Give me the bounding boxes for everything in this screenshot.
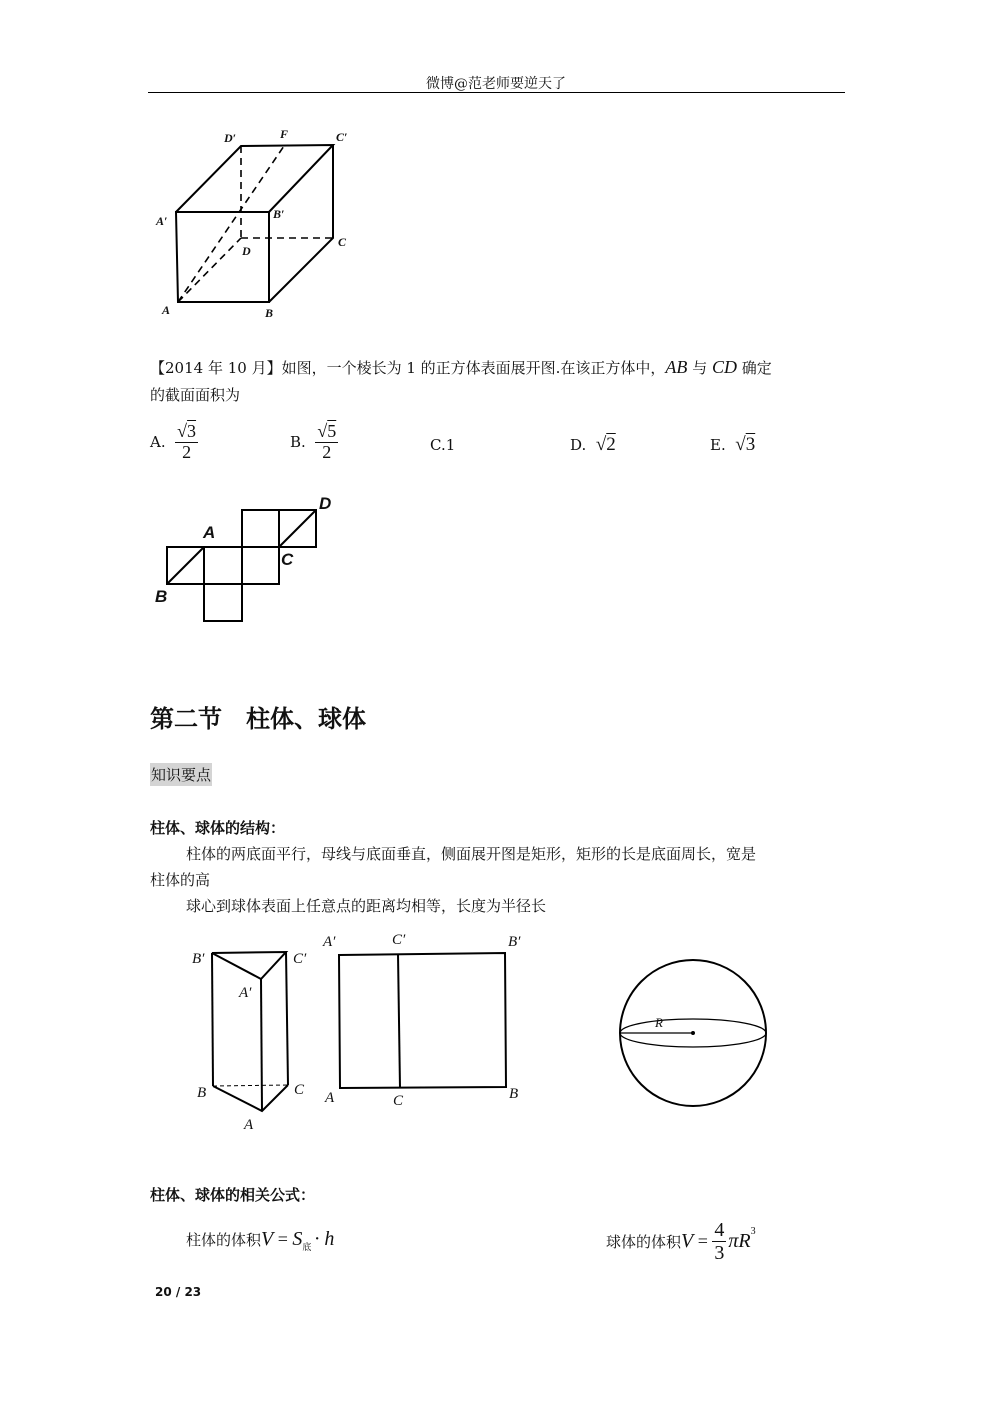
prism-label: A′ [239,985,252,1001]
cube-label: A′ [156,214,168,228]
knowledge-badge: 知识要点 [150,763,212,786]
prism-edge [212,953,213,1086]
math-eq: = [273,1229,293,1249]
structure-paragraph: 球心到球体表面上任意点的距离均相等，长度为半径长 [186,897,547,915]
math-v: V [261,1228,274,1250]
denominator: 2 [322,441,332,462]
prism-label: B′ [192,951,205,967]
prism-label: C [294,1082,305,1098]
denominator: 2 [182,441,192,462]
option-d: D. √2 [570,434,616,455]
cube-label: D′ [224,131,237,145]
prism-edge [261,979,262,1111]
page-header: 微博@范老师要逆天了 [426,76,566,92]
net-label: D [319,494,332,513]
cube-hidden-edge-ad [178,238,241,302]
cube-label: B [265,306,274,320]
option-e: E. √3 [710,434,756,455]
radicand: 3 [187,421,197,441]
option-label: D. [570,436,587,454]
prism-top-face [212,952,286,979]
cube-label: F [280,127,289,141]
option-c: C.1 [430,436,456,454]
net-diagram [167,510,316,621]
prism-unfolded-diagram [339,953,506,1088]
math-cd: CD [711,357,737,377]
math-v: V [681,1230,694,1252]
option-b [290,422,338,463]
formula-text: 柱体的体积 [186,1231,262,1249]
prism-label: A [244,1117,254,1133]
cube-top-edges [176,145,333,212]
net-label: C [281,550,294,569]
math-exponent: 3 [750,1226,756,1237]
unfold-label: A [325,1090,335,1106]
unfold-label: C′ [392,932,406,948]
net-square [204,547,242,584]
question-line-1 [150,357,772,378]
option-label: A. [150,433,166,452]
option-a [150,422,198,463]
cube-label: B′ [273,207,285,221]
fraction [712,1219,726,1264]
cube-right-edges [269,145,333,302]
net-square [204,584,242,621]
sphere-radius-label: R [655,1015,663,1030]
net-label: B [155,587,168,606]
unfold-label: B′ [508,934,521,950]
sphere-volume-formula [606,1219,756,1264]
question-text: 确定 [736,359,772,377]
radicand: 5 [327,421,337,441]
cube-label: C′ [336,130,348,144]
structure-paragraph: 柱体的两底面平行，母线与底面垂直，侧面展开图是矩形，矩形的长是底面周长，宽是 [186,845,757,863]
question-text: 与 [687,359,712,377]
section-title: 第二节 柱体、球体 [150,705,366,733]
math-pi-r: πR [728,1230,751,1252]
prism-label: B [197,1085,207,1101]
cube-label: A [162,303,171,317]
net-diagonal-cd [279,510,316,547]
unfold-label: C [393,1093,404,1109]
denominator: 3 [714,1242,725,1264]
prism-edge [286,952,288,1085]
prism-bottom-edges [213,1085,288,1111]
sphere-diagram [620,960,766,1106]
structure-paragraph: 柱体的高 [150,871,211,889]
math-h: · h [314,1228,335,1250]
cube-label: D [242,244,251,258]
prism-hidden-edge [213,1085,288,1086]
net-diagonal-ab [167,547,204,584]
net-label: A [203,523,216,542]
structure-heading: 柱体、球体的结构： [150,819,286,837]
radicand: 2 [606,434,616,455]
prism-volume-formula [186,1228,334,1251]
unfold-label: B [509,1086,519,1102]
numerator: 4 [714,1219,725,1241]
radicand: 3 [745,434,756,455]
unfolded-rect [339,953,506,1088]
question-line-2: 的截面面积为 [150,386,241,404]
question-text: 【2014 年 10 月】如图，一个棱长为 1 的正方体表面展开图.在该正方体中， [150,359,666,377]
option-label: B. [290,433,306,452]
math-ab: AB [665,357,688,377]
prism-diagram [212,952,288,1111]
sphere-center [692,1032,695,1035]
net-square [242,547,279,584]
cube-label: C [338,235,347,249]
math-eq: = [693,1231,713,1251]
unfold-label: A′ [323,934,336,950]
fraction: $\frac{√3}{2}$ [177,421,197,462]
formula-text: 球体的体积 [606,1233,682,1251]
unfolded-divider [398,954,400,1088]
prism-label: C′ [293,951,307,967]
net-square [242,510,279,547]
page-number: 20 / 23 [155,1285,202,1299]
math-subscript: 底 [302,1243,312,1253]
fraction: $\frac{√5}{2}$ [317,421,337,462]
option-label: E. [710,436,726,454]
math-s: S [292,1228,303,1250]
formulas-heading: 柱体、球体的相关公式： [150,1186,316,1204]
